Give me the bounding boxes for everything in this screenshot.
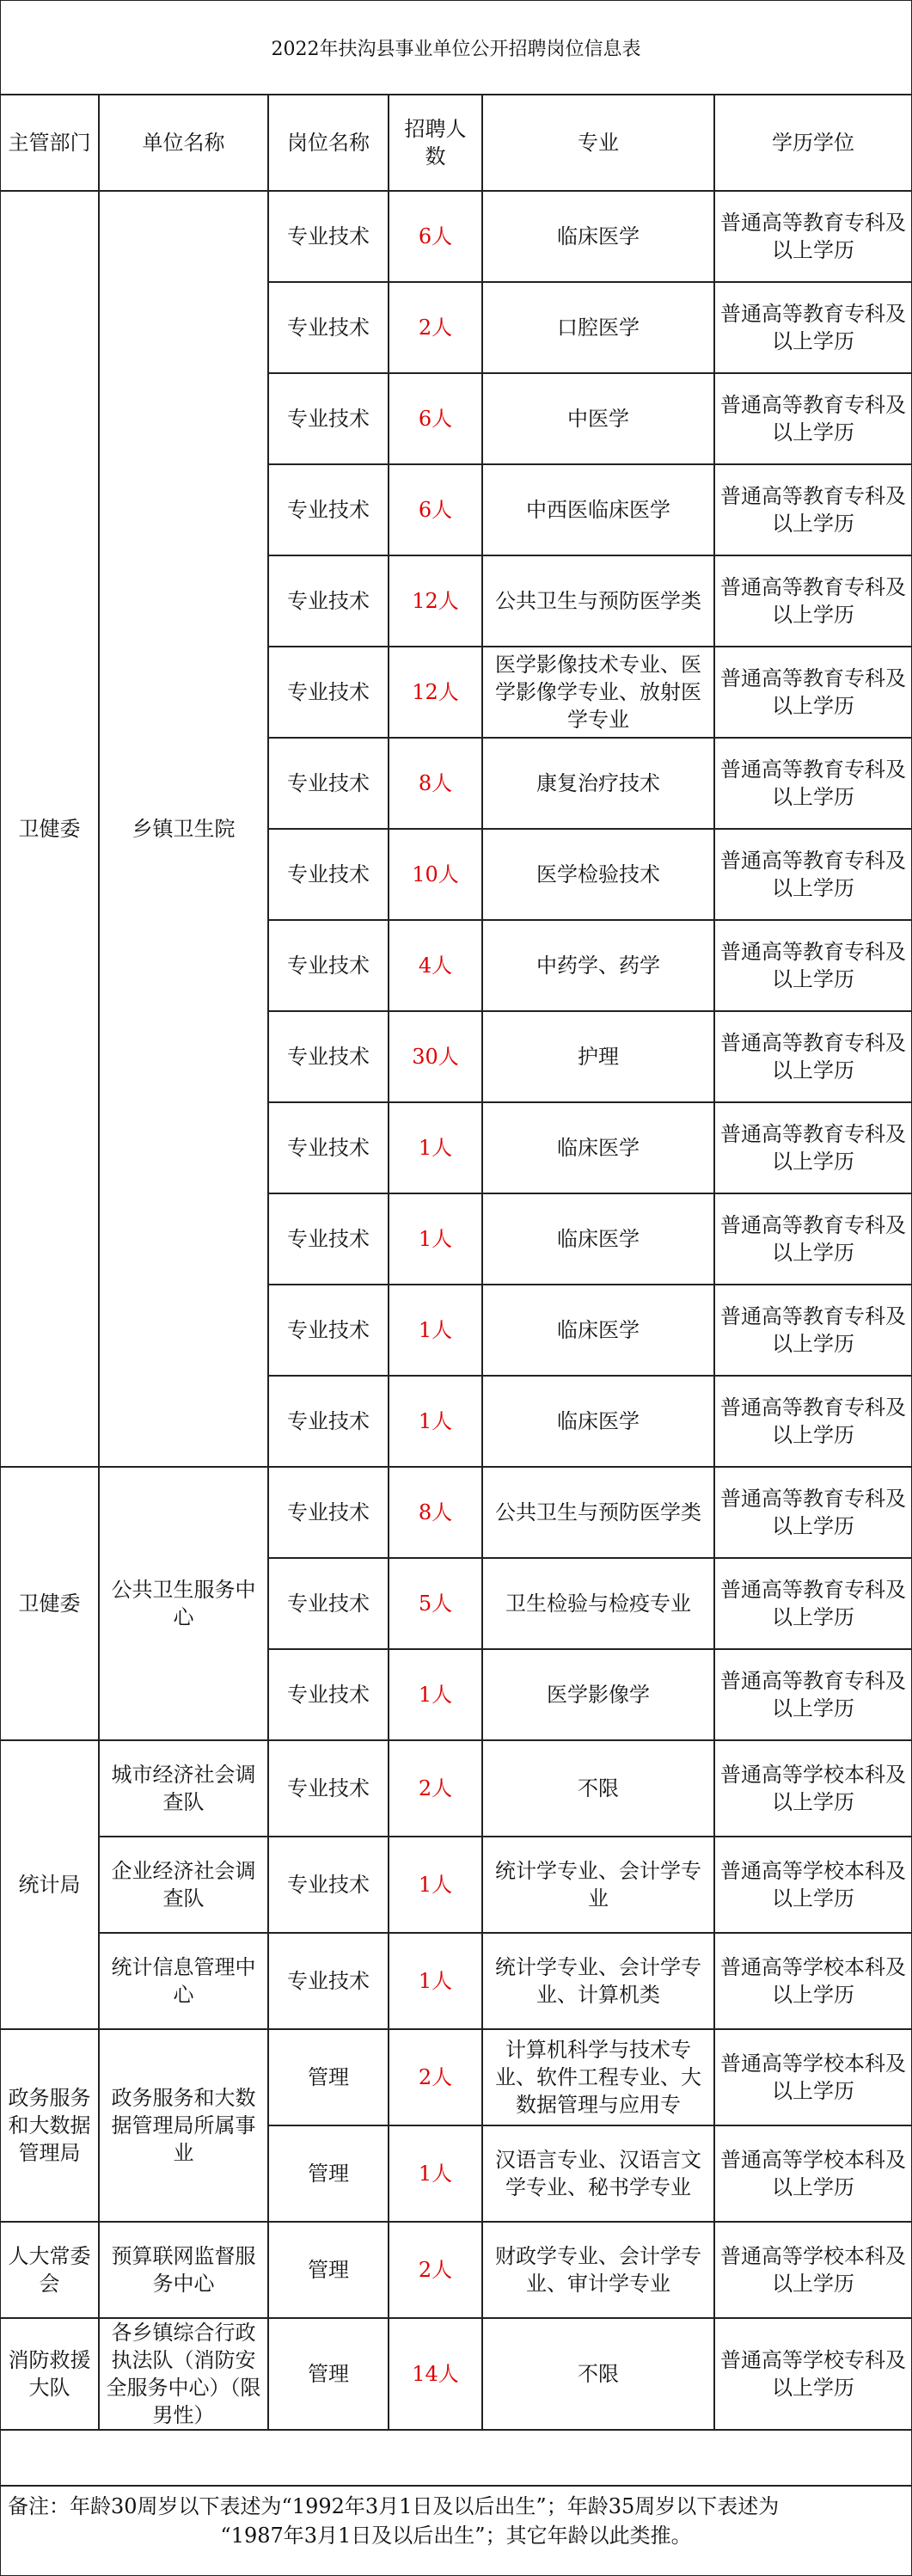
post-cell: 专业技术 — [268, 1193, 389, 1285]
post-cell: 专业技术 — [268, 1467, 389, 1558]
edu-cell: 普通高等教育专科及以上学历 — [714, 647, 911, 738]
post-cell: 专业技术 — [268, 647, 389, 738]
unit-cell: 统计信息管理中心 — [99, 1933, 268, 2029]
table-title: 2022年扶沟县事业单位公开招聘岗位信息表 — [1, 1, 911, 95]
header-row — [1, 95, 911, 191]
count-cell: 1人 — [389, 1837, 482, 1933]
post-cell: 专业技术 — [268, 1011, 389, 1102]
edu-cell: 普通高等教育专科及以上学历 — [714, 1649, 911, 1740]
unit-cell: 企业经济社会调查队 — [99, 1837, 268, 1933]
count-cell: 10人 — [389, 829, 482, 920]
edu-cell: 普通高等学校本科及以上学历 — [714, 2125, 911, 2222]
edu-cell: 普通高等教育专科及以上学历 — [714, 1467, 911, 1558]
count-cell: 8人 — [389, 1467, 482, 1558]
count-cell: 2人 — [389, 2029, 482, 2125]
major-cell: 财政学专业、会计学专业、审计学专业 — [482, 2222, 714, 2318]
table-row — [1, 2318, 911, 2430]
count-cell: 1人 — [389, 2125, 482, 2222]
header-count: 招聘人数 — [389, 95, 482, 191]
footnote — [1, 2485, 911, 2575]
post-cell: 专业技术 — [268, 1102, 389, 1193]
major-cell: 统计学专业、会计学专业、计算机类 — [482, 1933, 714, 2029]
count-cell: 1人 — [389, 1193, 482, 1285]
post-cell: 专业技术 — [268, 1558, 389, 1649]
count-cell: 6人 — [389, 191, 482, 282]
count-cell: 12人 — [389, 555, 482, 647]
footnote-line-1: 备注：年龄30周岁以下表述为“1992年3月1日及以后出生”；年龄35周岁以下表述为 — [8, 2494, 780, 2518]
table-row — [1, 1933, 911, 2029]
header-unit: 单位名称 — [99, 95, 268, 191]
major-cell: 医学影像技术专业、医学影像学专业、放射医学专业 — [482, 647, 714, 738]
edu-cell: 普通高等学校本科及以上学历 — [714, 2029, 911, 2125]
major-cell: 公共卫生与预防医学类 — [482, 1467, 714, 1558]
count-cell: 4人 — [389, 920, 482, 1011]
count-cell: 1人 — [389, 1285, 482, 1376]
major-cell: 临床医学 — [482, 1102, 714, 1193]
major-cell: 医学影像学 — [482, 1649, 714, 1740]
edu-cell: 普通高等教育专科及以上学历 — [714, 738, 911, 829]
major-cell: 卫生检验与检疫专业 — [482, 1558, 714, 1649]
count-cell: 8人 — [389, 738, 482, 829]
dept-cell: 政务服务和大数据管理局 — [1, 2029, 99, 2222]
major-cell: 不限 — [482, 2318, 714, 2430]
major-cell: 统计学专业、会计学专业 — [482, 1837, 714, 1933]
header-dept: 主管部门 — [1, 95, 99, 191]
edu-cell: 普通高等教育专科及以上学历 — [714, 282, 911, 373]
dept-cell: 统计局 — [1, 1740, 99, 2029]
major-cell: 不限 — [482, 1740, 714, 1837]
post-cell: 专业技术 — [268, 464, 389, 555]
post-cell: 专业技术 — [268, 1649, 389, 1740]
major-cell: 计算机科学与技术专业、软件工程专业、大数据管理与应用专 — [482, 2029, 714, 2125]
post-cell: 管理 — [268, 2318, 389, 2430]
table-row — [1, 1837, 911, 1933]
edu-cell: 普通高等学校本科及以上学历 — [714, 1837, 911, 1933]
edu-cell: 普通高等学校本科及以上学历 — [714, 1933, 911, 2029]
table-row — [1, 2222, 911, 2318]
positions-table — [1, 95, 911, 2431]
post-cell: 管理 — [268, 2029, 389, 2125]
major-cell: 中西医临床医学 — [482, 464, 714, 555]
dept-cell: 人大常委会 — [1, 2222, 99, 2318]
edu-cell: 普通高等教育专科及以上学历 — [714, 1285, 911, 1376]
count-cell: 6人 — [389, 373, 482, 464]
count-cell: 2人 — [389, 282, 482, 373]
edu-cell: 普通高等教育专科及以上学历 — [714, 920, 911, 1011]
major-cell: 口腔医学 — [482, 282, 714, 373]
dept-cell: 卫健委 — [1, 1467, 99, 1740]
post-cell: 专业技术 — [268, 1376, 389, 1467]
edu-cell: 普通高等教育专科及以上学历 — [714, 1193, 911, 1285]
edu-cell: 普通高等教育专科及以上学历 — [714, 373, 911, 464]
edu-cell: 普通高等教育专科及以上学历 — [714, 1102, 911, 1193]
count-cell: 1人 — [389, 1933, 482, 2029]
count-cell: 2人 — [389, 1740, 482, 1837]
header-edu: 学历学位 — [714, 95, 911, 191]
edu-cell: 普通高等教育专科及以上学历 — [714, 1558, 911, 1649]
table-row — [1, 191, 911, 282]
edu-cell: 普通高等学校专科及以上学历 — [714, 2318, 911, 2430]
count-cell: 2人 — [389, 2222, 482, 2318]
post-cell: 专业技术 — [268, 1837, 389, 1933]
header-post: 岗位名称 — [268, 95, 389, 191]
header-major: 专业 — [482, 95, 714, 191]
major-cell: 临床医学 — [482, 1193, 714, 1285]
footnote-line-2: “1987年3月1日及以后出生”；其它年龄以此类推。 — [220, 2524, 692, 2548]
edu-cell: 普通高等教育专科及以上学历 — [714, 464, 911, 555]
major-cell: 医学检验技术 — [482, 829, 714, 920]
post-cell: 专业技术 — [268, 555, 389, 647]
major-cell: 临床医学 — [482, 1285, 714, 1376]
major-cell: 中医学 — [482, 373, 714, 464]
count-cell: 14人 — [389, 2318, 482, 2430]
major-cell: 护理 — [482, 1011, 714, 1102]
post-cell: 管理 — [268, 2222, 389, 2318]
post-cell: 专业技术 — [268, 191, 389, 282]
post-cell: 专业技术 — [268, 373, 389, 464]
edu-cell: 普通高等教育专科及以上学历 — [714, 1011, 911, 1102]
post-cell: 专业技术 — [268, 282, 389, 373]
count-cell: 30人 — [389, 1011, 482, 1102]
post-cell: 专业技术 — [268, 1285, 389, 1376]
major-cell: 公共卫生与预防医学类 — [482, 555, 714, 647]
major-cell: 临床医学 — [482, 1376, 714, 1467]
unit-cell: 乡镇卫生院 — [99, 191, 268, 1467]
count-cell: 5人 — [389, 1558, 482, 1649]
count-cell: 1人 — [389, 1102, 482, 1193]
count-cell: 12人 — [389, 647, 482, 738]
edu-cell: 普通高等学校本科及以上学历 — [714, 1740, 911, 1837]
unit-cell: 公共卫生服务中心 — [99, 1467, 268, 1740]
unit-cell: 各乡镇综合行政执法队（消防安全服务中心）（限男性） — [99, 2318, 268, 2430]
dept-cell: 消防救援大队 — [1, 2318, 99, 2430]
unit-cell: 预算联网监督服务中心 — [99, 2222, 268, 2318]
edu-cell: 普通高等学校本科及以上学历 — [714, 2222, 911, 2318]
post-cell: 专业技术 — [268, 1740, 389, 1837]
post-cell: 专业技术 — [268, 829, 389, 920]
table-row — [1, 1740, 911, 1837]
major-cell: 临床医学 — [482, 191, 714, 282]
table-row — [1, 2029, 911, 2125]
major-cell: 汉语言专业、汉语言文学专业、秘书学专业 — [482, 2125, 714, 2222]
edu-cell: 普通高等教育专科及以上学历 — [714, 829, 911, 920]
unit-cell: 城市经济社会调查队 — [99, 1740, 268, 1837]
major-cell: 康复治疗技术 — [482, 738, 714, 829]
count-cell: 6人 — [389, 464, 482, 555]
post-cell: 专业技术 — [268, 738, 389, 829]
edu-cell: 普通高等教育专科及以上学历 — [714, 191, 911, 282]
edu-cell: 普通高等教育专科及以上学历 — [714, 555, 911, 647]
post-cell: 专业技术 — [268, 1933, 389, 2029]
post-cell: 专业技术 — [268, 920, 389, 1011]
unit-cell: 政务服务和大数据管理局所属事业 — [99, 2029, 268, 2222]
edu-cell: 普通高等教育专科及以上学历 — [714, 1376, 911, 1467]
table-row — [1, 1467, 911, 1558]
count-cell: 1人 — [389, 1649, 482, 1740]
major-cell: 中药学、药学 — [482, 920, 714, 1011]
dept-cell: 卫健委 — [1, 191, 99, 1467]
post-cell: 管理 — [268, 2125, 389, 2222]
count-cell: 1人 — [389, 1376, 482, 1467]
